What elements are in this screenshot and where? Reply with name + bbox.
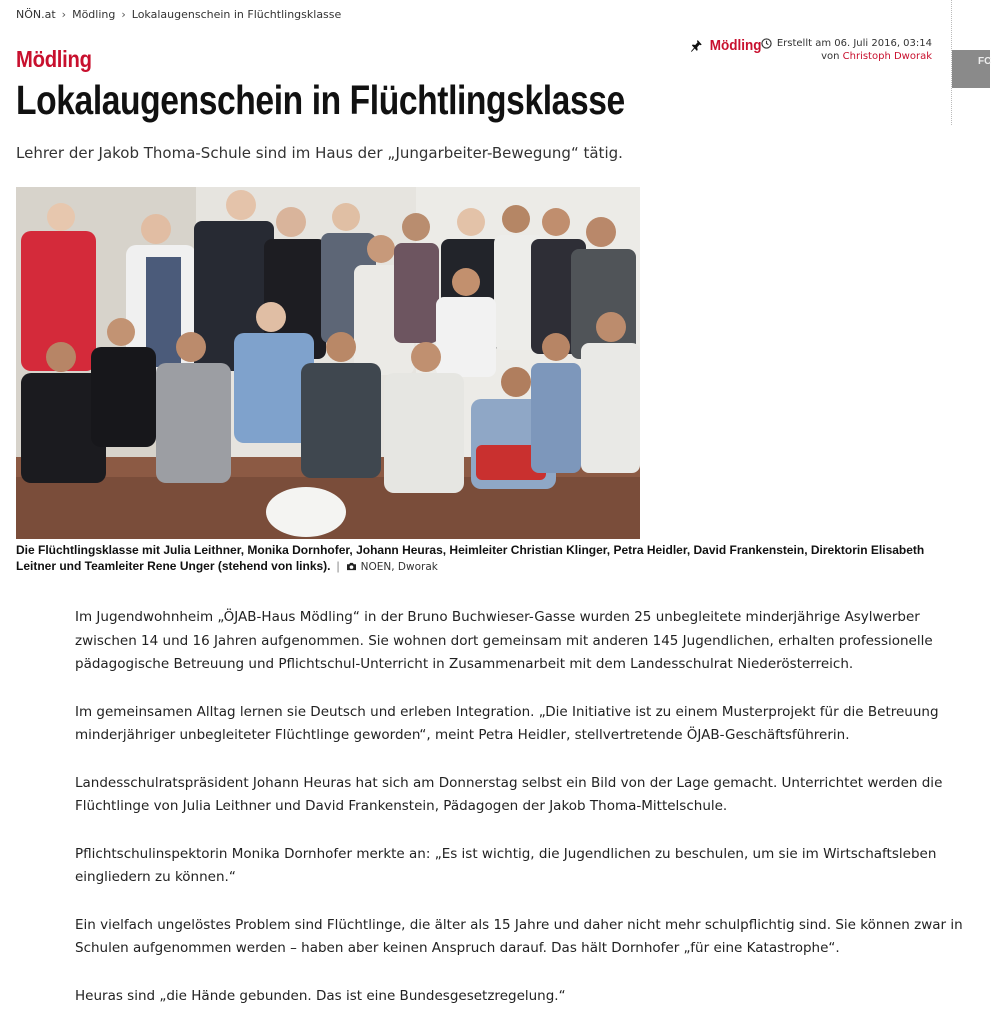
author-link[interactable]: Christoph Dworak: [842, 51, 932, 62]
article-paragraph: Ein vielfach ungelöstes Problem sind Flüchtlinge, die älter als 15 Jahre und daher nicht mehr schulpflichtig sind. Sie können zwar in Schulen aufgenommen werden – haben aber keinen Anspruch darauf. Das hält Dornhofer „für eine Katastrophe“.: [75, 916, 963, 956]
section-kicker[interactable]: Mödling: [16, 46, 92, 72]
breadcrumb-separator: ›: [121, 8, 126, 21]
pin-icon: [690, 39, 703, 53]
caption-separator: |: [336, 559, 340, 573]
caption-text: Die Flüchtlingsklasse mit Julia Leithner, Monika Dornhofer, Johann Heuras, Heimleiter Christian Klinger, Petra Heidler, David Frankenstein, Direktorin Elisabeth Leitner und Teamleiter Rene Unger (stehend von links).: [16, 543, 925, 573]
created-date: Erstellt am 06. Juli 2016, 03:14: [776, 38, 932, 49]
clock-icon: [761, 38, 772, 49]
article-paragraph: Heuras sind „die Hände gebunden. Das ist eine Bundesgesetzregelung.“: [75, 987, 566, 1004]
article-paragraph: Pflichtschulinspektorin Monika Dornhofer merkte an: „Es ist wichtig, die Jugendlichen zu beschulen, um sie im Wirtschaftsleben eingliedern zu können.“: [75, 845, 937, 885]
article-subtitle: Lehrer der Jakob Thoma-Schule sind im Haus der „Jungarbeiter-Bewegung“ tätig.: [16, 144, 623, 162]
photo-credit: NOEN, Dworak: [360, 561, 438, 573]
breadcrumb-current: Lokalaugenschein in Flüchtlingsklasse: [131, 8, 342, 21]
article-paragraph: Im gemeinsamen Alltag lernen sie Deutsch und erleben Integration. „Die Initiative ist zu einem Musterprojekt für die Betreuung minderjähriger unbegleiteter Flüchtlinge geworden“, meint Petra Heidler, stellvertretende ÖJAB-Geschäftsführerin.: [75, 703, 939, 743]
location-tag-label: Mödling: [709, 37, 762, 54]
author-prefix: von: [821, 51, 840, 62]
article-meta: [761, 37, 932, 63]
article-photo[interactable]: [16, 187, 640, 539]
article-paragraph: Im Jugendwohnheim „ÖJAB-Haus Mödling“ in der Bruno Buchwieser-Gasse wurden 25 unbegleitete minderjährige Asylwerber zwischen 14 und 16 Jahren aufgenommen. Sie wohnen dort gemeinsam mit anderen 145 Jugendlichen, erhalten professionelle pädagogische Betreuung und Pflichtschul-Unterricht in Zusammenarbeit mit dem Landesschulrat Niederösterreich.: [75, 609, 933, 672]
photo-caption: [16, 542, 956, 575]
article-body: [75, 606, 975, 1032]
breadcrumb-home-link[interactable]: NÖN.at: [16, 8, 56, 21]
camera-icon: [346, 559, 357, 568]
sidebar-widget[interactable]: FC: [952, 50, 990, 88]
group-photo-illustration: [16, 187, 640, 539]
article-paragraph: Landesschulratspräsident Johann Heuras hat sich am Donnerstag selbst ein Bild von der Lage gemacht. Unterrichtet werden die Flüchtlinge von Julia Leithner und David Frankenstein, Pädagogen der Jakob Thoma-Mittelschule.: [75, 774, 943, 814]
breadcrumb: [16, 8, 341, 21]
page-title: Lokalaugenschein in Flüchtlingsklasse: [16, 77, 625, 123]
breadcrumb-section-link[interactable]: Mödling: [72, 8, 116, 21]
location-tag-link[interactable]: [690, 37, 762, 54]
breadcrumb-separator: ›: [61, 8, 67, 21]
